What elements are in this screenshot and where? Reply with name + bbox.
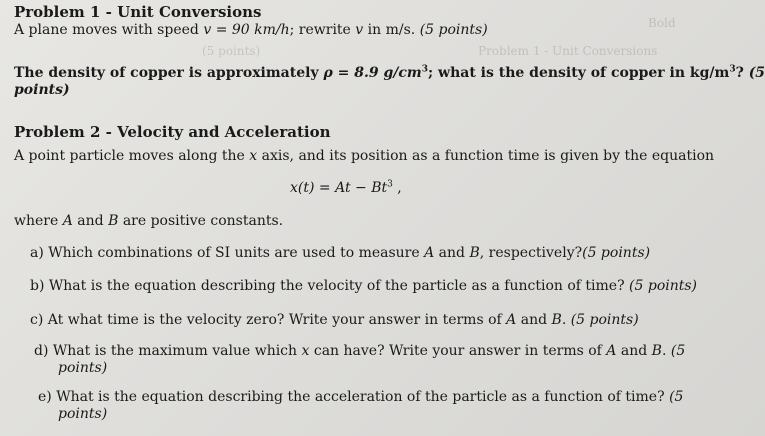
math-variable: A [424,245,435,261]
text-fragment: in m/s. [363,22,420,38]
math-variable: A [606,343,617,359]
problem-1-title: Problem 1 - Unit Conversions [14,3,262,21]
text-fragment: . [661,343,671,359]
problem-1-question-speed [14,22,488,39]
points-label: (5 points) [629,278,698,294]
bleed-through-text: (5 points) [202,44,261,58]
text-fragment: axis, and its position as a function time is given by the equation [257,148,715,164]
bleed-through-text: Problem 1 - Unit Conversions [478,44,658,58]
text-fragment: A point particle moves along the [14,148,250,164]
question-label: d) [34,343,49,359]
text-fragment: and [616,343,652,359]
points-label: (5 points) [570,312,639,328]
points-label: points) [58,406,108,422]
text-fragment: where [14,213,63,229]
text-fragment: A plane moves with speed [14,22,204,38]
math-exponent: 3 [387,179,393,190]
text-fragment: and [434,245,470,261]
position-equation [290,180,402,197]
text-fragment: , [392,180,402,196]
question-label: b) [30,278,45,294]
math-variable: B [551,312,562,328]
problem-2-constants-note [14,213,283,230]
math-expression: v = 90 km/h [203,22,290,38]
points-label: (5 [748,65,765,81]
question-label: e) [38,389,52,405]
question-a [30,245,650,262]
text-fragment: ; what is the density of copper in kg/m [427,65,730,81]
math-variable: B [108,213,119,229]
text-fragment: The density of copper is approximately [14,65,324,81]
text-fragment: At what time is the velocity zero? Write your answer in terms of [47,312,507,328]
text-fragment: and [516,312,552,328]
question-d [34,343,685,360]
points-label: (5 points) [582,245,651,261]
text-fragment: ? [735,65,749,81]
points-label: (5 [669,389,684,405]
text-fragment: , respectively? [479,245,583,261]
problem-2-intro [14,148,714,165]
math-exponent: 3 [421,64,428,75]
problem-2-title: Problem 2 - Velocity and Acceleration [14,123,331,141]
text-fragment: are positive constants. [118,213,284,229]
points-label: points) [14,82,70,98]
math-variable: B [651,343,662,359]
math-variable: x [249,148,258,164]
text-fragment: Which combinations of SI units are used to measure [48,245,425,261]
question-b [30,278,697,295]
math-expression: ρ = 8.9 g/cm [323,65,422,81]
math-variable: B [469,245,480,261]
math-variable: A [506,312,517,328]
text-fragment: What is the maximum value which [52,343,302,359]
question-label: a) [30,245,44,261]
math-expression: x(t) = At − Bt [290,180,388,196]
text-fragment: What is the equation describing the velocity of the particle as a function of time? [48,278,625,294]
points-label: (5 points) [419,22,488,38]
problem-1-question-density [14,65,765,82]
math-variable: v [355,22,364,38]
points-label: points) [58,360,108,376]
text-fragment: What is the equation describing the acceleration of the particle as a function of time? [56,389,665,405]
text-fragment: can have? Write your answer in terms of [309,343,607,359]
math-exponent: 3 [729,64,736,75]
points-label: (5 [670,343,686,359]
text-fragment: and [72,213,109,229]
text-fragment: . [561,312,571,328]
question-label: c) [30,312,44,328]
question-e [38,389,683,406]
text-fragment: ; rewrite [289,22,356,38]
math-variable: A [62,213,73,229]
question-c [30,312,639,329]
math-variable: x [301,343,310,359]
bleed-through-text: Bold [648,16,676,30]
